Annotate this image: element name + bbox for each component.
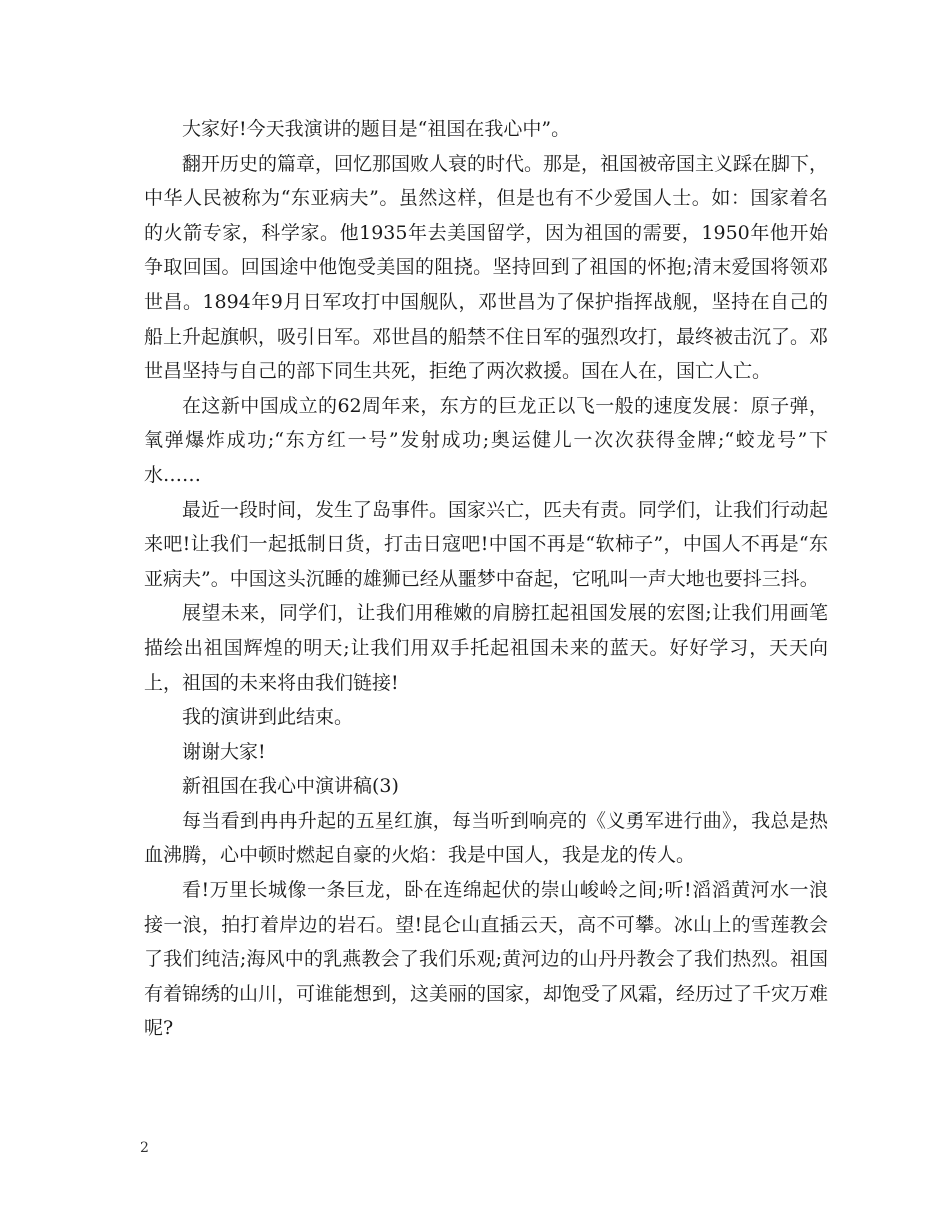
paragraph-greeting: 大家好!今天我演讲的题目是“祖国在我心中”。	[182, 118, 571, 140]
paragraph-thanks: 谢谢大家!	[182, 740, 266, 763]
paragraph-history: 翻开历史的篇章，回忆那国败人衰的时代。那是，祖国被帝国主义踩在脚下，中华人民被称为“东亚病夫”。虽然这样，但是也有不少爱国人士。如：国家着名的火箭专家，科学家。他1935年去美国留学，因为祖国的需要，1950年他开始争取回国。回国途中他饱受美国的阻挠。坚持回到了祖国的怀抱;清末爱国将领邓世昌。1894年9月日军攻打中国舰队，邓世昌为了保护指挥战舰，坚持在自己的船上升起旗帜，吸引日军。邓世昌的船禁不住日军的强烈攻打，最终被击沉了。邓世昌坚持与自己的部下同生共死，拒绝了两次救援。国在人在，国亡人亡。	[144, 152, 829, 383]
page-number: 2	[140, 1140, 149, 1156]
body-text	[144, 112, 828, 1046]
paragraph-future: 展望未来，同学们，让我们用稚嫩的肩膀扛起祖国发展的宏图;让我们用画笔描绘出祖国辉煌的明天;让我们用双手托起祖国未来的蓝天。好好学习，天天向上，祖国的未来将由我们链接!	[144, 602, 828, 694]
section-heading: 新祖国在我心中演讲稿(3)	[182, 775, 399, 798]
paragraph-flag: 每当看到冉冉升起的五星红旗，每当听到响亮的《义勇军进行曲》，我总是热血沸腾，心中顿时燃起自豪的火焰：我是中国人，我是龙的传人。	[144, 809, 828, 867]
paragraph-landscape: 看!万里长城像一条巨龙，卧在连绵起伏的崇山峻岭之间;听!滔滔黄河水一浪接一浪，拍打着岸边的岩石。望!昆仑山直插云天，高不可攀。冰山上的雪莲教会了我们纯洁;海风中的乳燕教会了我们乐观;黄河边的山丹丹教会了我们热烈。祖国有着锦绣的山川，可谁能想到，这美丽的国家，却饱受了风霜，经历过了千灾万难呢?	[144, 879, 829, 1040]
paragraph-call-to-action: 最近一段时间，发生了岛事件。国家兴亡，匹夫有责。同学们，让我们行动起来吧!让我们一起抵制日货，打击日寇吧!中国不再是“软柿子”，中国人不再是“东亚病夫”。中国这头沉睡的雄狮已经从噩梦中奋起，它吼叫一声大地也要抖三抖。	[144, 498, 829, 590]
paragraph-development: 在这新中国成立的62周年来，东方的巨龙正以飞一般的速度发展：原子弹，氧弹爆炸成功;“东方红一号”发射成功;奥运健儿一次次获得金牌;“蛟龙号”下水……	[144, 394, 828, 486]
paragraph-closing: 我的演讲到此结束。	[182, 706, 354, 729]
